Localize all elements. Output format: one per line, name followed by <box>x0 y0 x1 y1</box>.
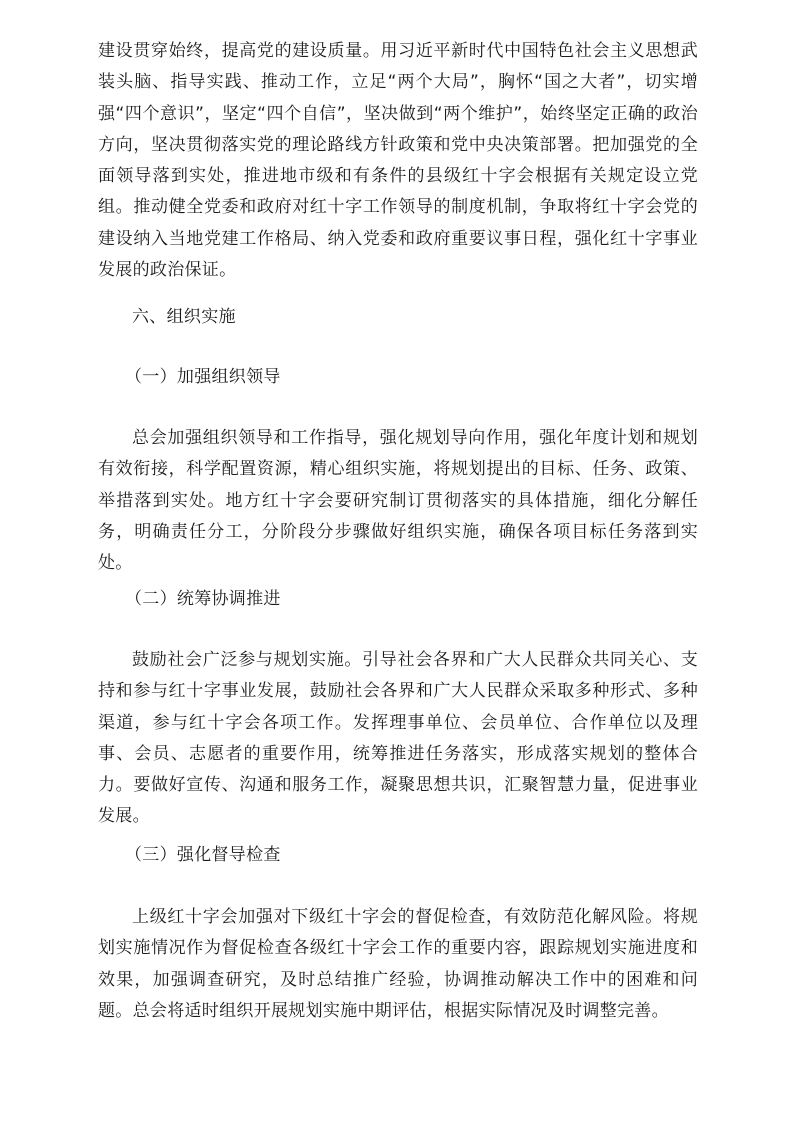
subsection-heading-1: （一）加强组织领导 <box>125 367 281 387</box>
subsection-heading-2: （二）统筹协调推进 <box>125 589 281 609</box>
subsection-heading-3: （三）强化督导检查 <box>125 845 281 865</box>
paragraph-party-building: 建设贯穿始终，提高党的建设质量。用习近平新时代中国特色社会主义思想武装头脑、指导实践、推动工作，立足“两个大局”，胸怀“国之大者”，切实增强“四个意识”，坚定“四个自信”，坚决做到“两个维护”，始终坚定正确的政治方向，坚决贯彻落实党的理论路线方针政策和党中央决策部署。把加强党的全面领导落到实处，推进地市级和有条件的县级红十字会根据有关规定设立党组。推动健全党委和政府对红十字工作领导的制度机制，争取将红十字会党的建设纳入当地党建工作格局、纳入党委和政府重要议事日程，强化红十字事业发展的政治保证。 <box>98 41 698 281</box>
section-heading-organization: 六、组织实施 <box>132 307 236 327</box>
subsection-body-2: 鼓励社会广泛参与规划实施。引导社会各界和广大人民群众共同关心、支持和参与红十字事业发展，鼓励社会各界和广大人民群众采取多种形式、多种渠道，参与红十字会各项工作。发挥理事单位、会员单位、合作单位以及理事、会员、志愿者的重要作用，统筹推进任务落实，形成落实规划的整体合力。要做好宣传、沟通和服务工作，凝聚思想共识，汇聚智慧力量，促进事业发展。 <box>98 650 698 827</box>
subsection-body-1: 总会加强组织领导和工作指导，强化规划导向作用，强化年度计划和规划有效衔接，科学配置资源，精心组织实施，将规划提出的目标、任务、政策、举措落到实处。地方红十字会要研究制订贯彻落实的具体措施，细化分解任务，明确责任分工，分阶段分步骤做好组织实施，确保各项目标任务落到实处。 <box>98 428 698 574</box>
subsection-body-3: 上级红十字会加强对下级红十字会的督促检查，有效防范化解风险。将规划实施情况作为督促检查各级红十字会工作的重要内容，跟踪规划实施进度和效果，加强调查研究，及时总结推广经验，协调推动解决工作中的困难和问题。总会将适时组织开展规划实施中期评估，根据实际情况及时调整完善。 <box>98 907 698 1021</box>
